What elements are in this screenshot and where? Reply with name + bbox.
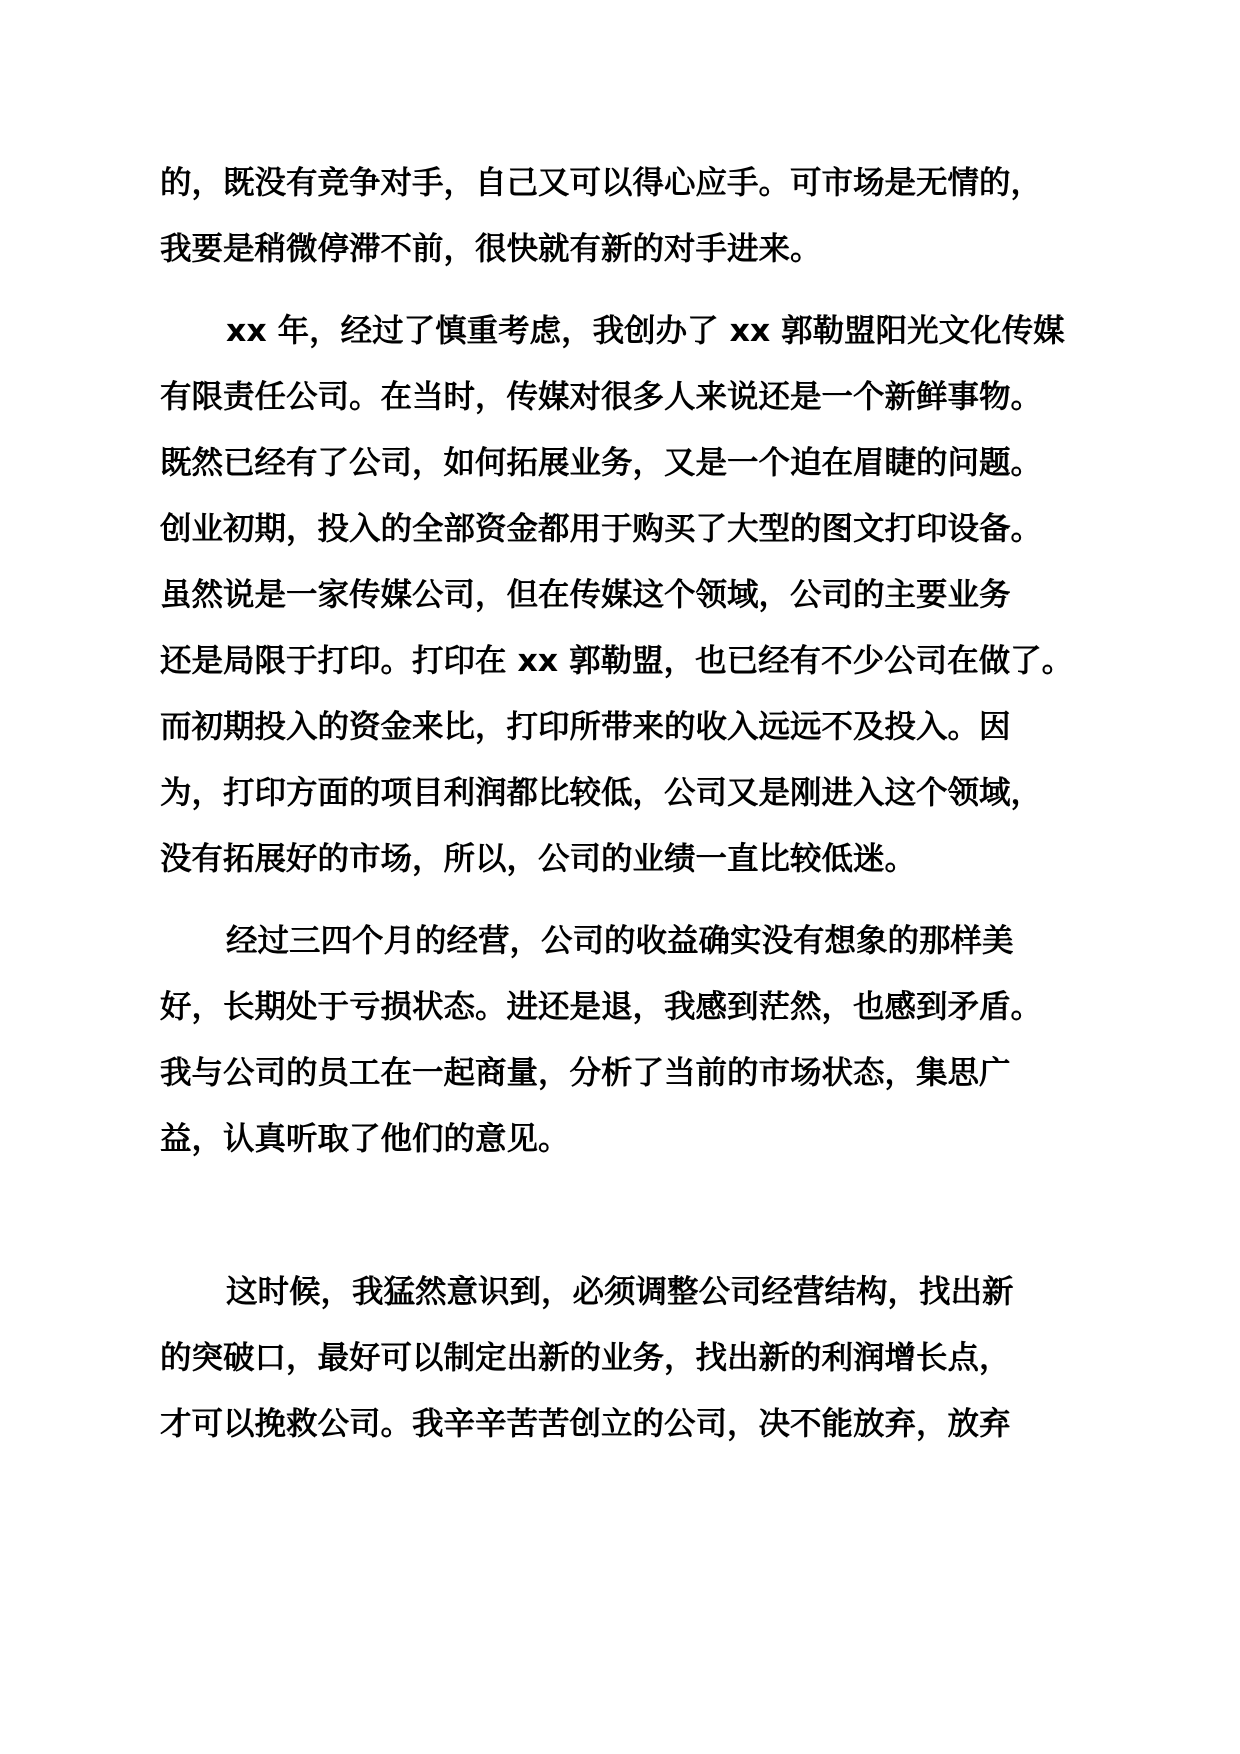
paragraph-first-line: xx 年，经过了慎重考虑，我创办了 xx 郭勒盟阳光文化传媒 bbox=[226, 313, 1065, 349]
paragraph-line: 为，打印方面的项目利润都比较低，公司又是刚进入这个领域， bbox=[160, 775, 1043, 811]
paragraph-line: 益，认真听取了他们的意见。 bbox=[160, 1121, 570, 1157]
paragraph-line: 的突破口，最好可以制定出新的业务，找出新的利润增长点， bbox=[160, 1340, 1011, 1376]
paragraph-line: 既然已经有了公司，如何拓展业务，又是一个迫在眉睫的问题。 bbox=[160, 445, 1043, 481]
paragraph-3 bbox=[160, 908, 1100, 1172]
paragraph-line: 创业初期，投入的全部资金都用于购买了大型的图文打印设备。 bbox=[160, 511, 1043, 547]
paragraph-line: 没有拓展好的市场，所以，公司的业绩一直比较低迷。 bbox=[160, 841, 917, 877]
paragraph-line: 好，长期处于亏损状态。进还是退，我感到茫然，也感到矛盾。 bbox=[160, 989, 1043, 1025]
paragraph-2 bbox=[160, 298, 1100, 892]
paragraph-line: 而初期投入的资金来比，打印所带来的收入远远不及投入。因 bbox=[160, 709, 1011, 745]
paragraph-line: 有限责任公司。在当时，传媒对很多人来说还是一个新鲜事物。 bbox=[160, 379, 1043, 415]
paragraph-line: 的，既没有竞争对手，自己又可以得心应手。可市场是无情的， bbox=[160, 165, 1043, 201]
paragraph-1 bbox=[160, 150, 1100, 282]
paragraph-line: 我与公司的员工在一起商量，分析了当前的市场状态，集思广 bbox=[160, 1055, 1011, 1091]
paragraph-first-line: 这时候，我猛然意识到，必须调整公司经营结构，找出新 bbox=[226, 1274, 1014, 1310]
paragraph-first-line: 经过三四个月的经营，公司的收益确实没有想象的那样美 bbox=[226, 923, 1014, 959]
paragraph-line: 虽然说是一家传媒公司，但在传媒这个领域，公司的主要业务 bbox=[160, 577, 1011, 613]
paragraph-4 bbox=[160, 1259, 1100, 1457]
paragraph-line: 才可以挽救公司。我辛辛苦苦创立的公司，决不能放弃，放弃 bbox=[160, 1406, 1011, 1442]
paragraph-line: 我要是稍微停滞不前，很快就有新的对手进来。 bbox=[160, 231, 822, 267]
paragraph-line: 还是局限于打印。打印在 xx 郭勒盟，也已经有不少公司在做了。 bbox=[160, 643, 1074, 679]
